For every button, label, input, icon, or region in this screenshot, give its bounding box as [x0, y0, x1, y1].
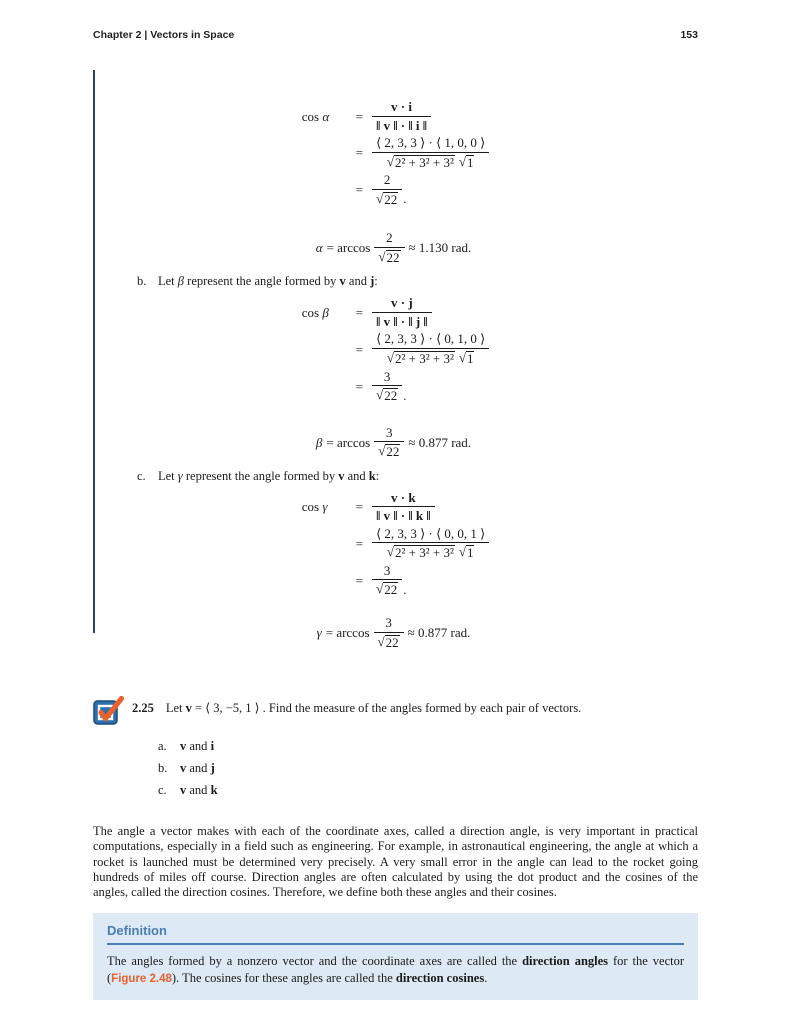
fraction: 2 √ 22	[374, 231, 404, 265]
checkpoint-text: 2.25 Let v = ⟨ 3, −5, 1 ⟩ . Find the measure of the angles formed by each pair of vectors.	[132, 701, 582, 716]
equals-sign: =	[355, 108, 364, 124]
sqrt-radical: √ 1	[458, 350, 474, 367]
checkpoint-list	[93, 739, 698, 798]
fraction: $\frac{v \cdot j}{‖ v ‖ \cdot ‖ j ‖}$	[372, 296, 432, 329]
sqrt-symbol: √	[376, 581, 384, 597]
sqrt-radical: √ 1	[458, 153, 474, 170]
sqrt-symbol: √	[378, 443, 386, 459]
period: .	[403, 582, 407, 598]
period: .	[403, 387, 407, 403]
equals-sign: =	[355, 535, 364, 551]
page-content	[93, 97, 698, 1000]
checkpoint	[93, 694, 698, 726]
equation-block-beta	[302, 296, 489, 403]
sqrt-radical: √ 2² + 3² + 3²	[386, 350, 454, 367]
checkpoint-list-item-c: c. v and k	[158, 783, 218, 798]
chapter-title: Chapter 2 | Vectors in Space	[93, 29, 235, 41]
sqrt-radical: √ 22	[378, 443, 400, 460]
checkpoint-checkbox-icon	[93, 694, 125, 726]
fraction: 3 √ 22	[372, 564, 402, 598]
equation-row	[302, 370, 489, 404]
fraction: ⟨ 2, 3, 3 ⟩ · ⟨ 0, 1, 0 ⟩ √ 2² + 3² + 3² √ 1	[372, 332, 489, 366]
equation-block-gamma	[302, 491, 489, 598]
fraction: 2 √ 22	[372, 173, 402, 207]
sqrt-radical: √ 22	[376, 190, 398, 207]
equals-sign: =	[355, 304, 364, 320]
sqrt-radical: √ 22	[376, 387, 398, 404]
equation-row	[302, 296, 489, 329]
equals-sign: =	[355, 182, 364, 198]
sqrt-radical: √ 1	[458, 544, 474, 561]
equation-row	[302, 332, 489, 366]
result-gamma: γ = arccos 3 √ 22 ≈ 0.877 rad.	[316, 615, 471, 650]
equation-row	[302, 100, 489, 133]
sqrt-symbol: √	[377, 633, 385, 649]
period: .	[403, 191, 407, 207]
fraction: 3 √ 22	[372, 370, 402, 404]
equation-row	[302, 173, 489, 207]
checkpoint-number: 2.25	[132, 701, 154, 716]
equation-lhs: cos β	[301, 304, 329, 320]
fraction: $\frac{v \cdot i}{‖ v ‖ \cdot ‖ i ‖}$	[372, 100, 431, 133]
sqrt-symbol: √	[378, 248, 386, 264]
equation-row	[302, 527, 489, 561]
sqrt-symbol: √	[376, 387, 384, 403]
sqrt-radical: √ 2² + 3² + 3²	[386, 153, 454, 170]
sqrt-radical: √ 22	[378, 248, 400, 265]
fraction: $\frac{v \cdot k}{‖ v ‖ \cdot ‖ k ‖}$	[372, 491, 434, 524]
equation-block-alpha	[302, 100, 489, 207]
sqrt-symbol: √	[386, 153, 394, 169]
sqrt-radical: √ 2² + 3² + 3²	[386, 544, 454, 561]
list-item-c: c. Let γ represent the angle formed by v and k:	[137, 468, 380, 483]
definition-title: Definition	[107, 923, 684, 945]
sqrt-symbol: √	[386, 350, 394, 366]
equation-lhs: cos γ	[301, 499, 328, 515]
fraction: 3 √ 22	[374, 426, 404, 460]
equation-row	[302, 564, 489, 598]
result-beta: β = arccos 3 √ 22 ≈ 0.877 rad.	[315, 424, 472, 460]
sqrt-symbol: √	[386, 544, 394, 560]
sqrt-radical: √ 22	[377, 633, 399, 650]
fraction: 3 √ 22	[374, 616, 404, 650]
definition-body: The angles formed by a nonzero vector and the coordinate axes are called the direction angles for the vector (Figure 2.48). The cosines for these angles are called the direction cosines.	[107, 954, 684, 986]
equals-sign: =	[355, 499, 364, 515]
page-header	[93, 29, 698, 41]
figure-link[interactable]: Figure 2.48	[111, 973, 172, 986]
equals-sign: =	[355, 341, 364, 357]
fraction: ⟨ 2, 3, 3 ⟩ · ⟨ 1, 0, 0 ⟩ √ 2² + 3² + 3² √ 1	[372, 136, 489, 170]
sqrt-radical: √ 22	[376, 581, 398, 598]
result-alpha: α = arccos 2 √ 22 ≈ 1.130 rad.	[315, 230, 472, 265]
equals-sign: =	[355, 572, 364, 588]
checkpoint-list-item-b: b. v and j	[158, 761, 215, 776]
sqrt-symbol: √	[376, 190, 384, 206]
list-item-b: b. Let β represent the angle formed by v and j:	[137, 274, 378, 289]
equation-row	[302, 491, 489, 524]
sqrt-symbol: √	[458, 544, 466, 560]
sqrt-symbol: √	[458, 350, 466, 366]
equation-row	[302, 136, 489, 170]
fraction: ⟨ 2, 3, 3 ⟩ · ⟨ 0, 0, 1 ⟩ √ 2² + 3² + 3² √ 1	[372, 527, 489, 561]
sqrt-symbol: √	[458, 153, 466, 169]
equals-sign: =	[355, 378, 364, 394]
equals-sign: =	[355, 145, 364, 161]
page-number: 153	[680, 29, 698, 41]
checkpoint-list-item-a: a. v and i	[158, 739, 215, 754]
paragraph-direction-angles: The angle a vector makes with each of the coordinate axes, called a direction angle, is very important in practical computations, especially in a field such as engineering. For example, in astronautical engineering, the angle at which a rocket is launched must be determined very precisely. A very small error in the angle can lead to the rocket going hundreds of miles off course. Direction angles are often calculated by using the dot product and the cosines of the angles, called the direction cosines. Therefore, we define both these angles and their cosines.	[93, 824, 698, 900]
equation-lhs: cos α	[301, 108, 330, 124]
definition-box	[93, 913, 698, 999]
